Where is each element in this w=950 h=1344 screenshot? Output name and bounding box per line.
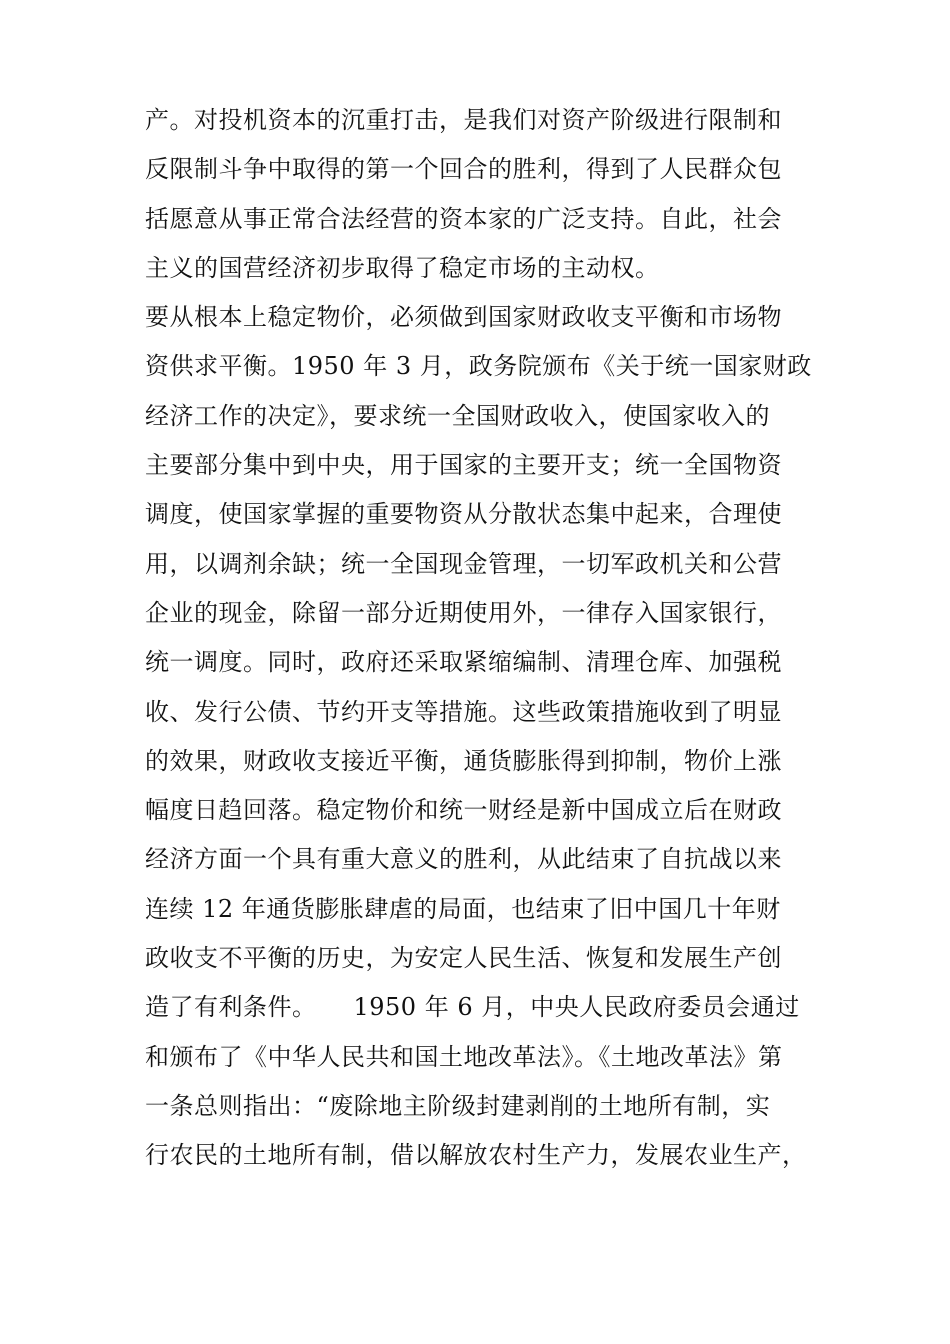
text-line: 收、发行公债、节约开支等措施。这些政策措施收到了明显 [145, 697, 782, 726]
text-line: 括愿意从事正常合法经营的资本家的广泛支持。自此，社会 [145, 204, 782, 233]
text-line: 资供求平衡。1950 年 3 月，政务院颁布《关于统一国家财政 [145, 352, 812, 381]
text-line: 主义的国营经济初步取得了稳定市场的主动权。 [145, 253, 660, 282]
text-line: 政收支不平衡的历史，为安定人民生活、恢复和发展生产创 [145, 944, 782, 973]
text-line: 行农民的土地所有制，借以解放农村生产力，发展农业生产， [145, 1141, 807, 1170]
text-line: 统一调度。同时，政府还采取紧缩编制、清理仓库、加强税 [145, 648, 782, 677]
text-line: 用，以调剂余缺；统一全国现金管理，一切军政机关和公营 [145, 549, 782, 578]
text-line: 经济方面一个具有重大意义的胜利，从此结束了自抗战以来 [145, 845, 782, 874]
text-line: 经济工作的决定》，要求统一全国财政收入，使国家收入的 [145, 401, 770, 430]
text-line: 造了有利条件。 1950 年 6 月，中央人民政府委员会通过 [145, 993, 800, 1022]
body-text [145, 96, 815, 1181]
text-line: 和颁布了《中华人民共和国土地改革法》。《土地改革法》第 [145, 1042, 783, 1071]
text-line: 一条总则指出：“废除地主阶级封建剥削的土地所有制，实 [145, 1091, 771, 1120]
text-line: 企业的现金，除留一部分近期使用外，一律存入国家银行， [145, 598, 782, 627]
text-line: 的效果，财政收支接近平衡，通货膨胀得到抑制，物价上涨 [145, 746, 782, 775]
text-line: 产。对投机资本的沉重打击，是我们对资产阶级进行限制和 [145, 106, 782, 134]
text-line: 幅度日趋回落。稳定物价和统一财经是新中国成立后在财政 [145, 796, 782, 825]
text-line: 主要部分集中到中央，用于国家的主要开支；统一全国物资 [145, 451, 782, 480]
text-line: 连续 12 年通货膨胀肆虐的局面，也结束了旧中国几十年财 [145, 894, 781, 923]
text-line: 反限制斗争中取得的第一个回合的胜利，得到了人民群众包 [145, 155, 782, 184]
text-line: 调度，使国家掌握的重要物资从分散状态集中起来，合理使 [145, 500, 782, 529]
text-line: 要从根本上稳定物价，必须做到国家财政收支平衡和市场物 [145, 303, 782, 332]
